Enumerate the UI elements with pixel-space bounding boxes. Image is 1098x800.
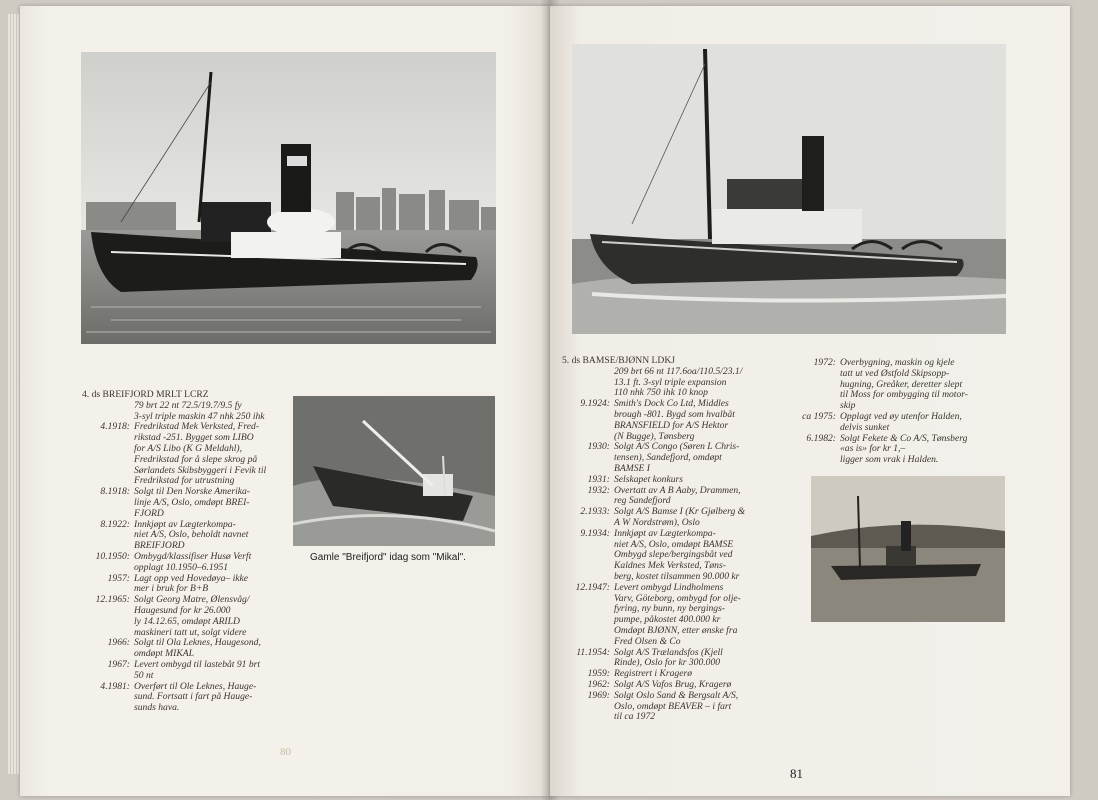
history-entry-date: 8.1918:: [100, 486, 130, 498]
history-entry-text: Solgt Fekete & Co A/S, Tønsberg «as is» for kr 1,– ligger som vrak i Halden.: [840, 432, 968, 466]
history-entry: [562, 475, 772, 486]
history-entry-date: 6.1982:: [806, 432, 836, 444]
history-entry-date: 1967:: [107, 658, 130, 670]
history-entry-date: 1959:: [587, 668, 610, 680]
history-entry-text: Solgt A/S Congo (Søren L Chris- tensen), Sandefjord, omdøpt BAMSE I: [614, 441, 740, 474]
history-entry-text: Levert ombygd Lindholmens Varv, Göteborg, ombygd for olje- fyring, ny bunn, ny bergings- pumpe, påkostet 400.000 kr Omdøpt BJØNN, etter ønske fra Fred Olsen & Co: [614, 581, 741, 647]
wreck-illustration: [811, 476, 1005, 622]
history-entry-text: Solgt til Den Norske Amerika- linje A/S, Oslo, omdøpt BREI- FJORD: [134, 486, 250, 519]
history-entry-text: Overbygning, maskin og kjele tatt ut ved Østfold Skipsopp- hugning, Greåker, deretter slept til Moss for ombygging til motor- skip: [840, 357, 968, 412]
history-entry-text: Ombygd/klassifiser Husø Verft opplagt 10.1950–6.1951: [134, 550, 252, 573]
history-entry: [562, 486, 772, 508]
history-entry-date: 10.1950:: [95, 550, 130, 562]
history-entry-date: 9.1934:: [580, 527, 610, 539]
history-entry: [82, 422, 272, 487]
mikal-photo: [293, 396, 495, 546]
history-entry-text: Innkjøpt av Lægterkompa- niet A/S, Oslo, beholdt navnet BREIFJORD: [134, 518, 249, 552]
history-entry-text: Solgt A/S Bamse I (Kr Gjølberg & A W Nordstrøm), Oslo: [614, 506, 746, 528]
history-entry-date: ca 1975:: [802, 410, 836, 422]
history-entry: [82, 660, 272, 682]
history-entry: [562, 648, 772, 670]
steam-tug-illustration: [572, 44, 1006, 334]
history-entry: [82, 487, 272, 519]
history-entry-date: 8.1922:: [100, 518, 130, 530]
history-entry-date: 1931:: [587, 473, 610, 485]
history-entry: [788, 434, 998, 466]
history-entry: [82, 520, 272, 552]
breifjord-record: [82, 390, 272, 714]
history-entry-text: Solgt A/S Vafos Brug, Kragerø: [614, 678, 732, 690]
breifjord-photo: [81, 52, 496, 344]
breifjord-heading: 4. ds BREIFJORD MRLT LCRZ: [82, 389, 209, 400]
mikal-caption: Gamle "Breifjord" idag som "Mikal".: [310, 552, 466, 563]
bamse-specs: 209 brt 66 nt 117.6oa/110.5/23.1/ 13.1 ft. 3-syl triple expansion 110 nhk 750 ihk 10 knop: [614, 365, 743, 399]
history-entry-text: Solgt Oslo Sand & Bergsalt A/S, Oslo, omdøpt BEAVER – i fart til ca 1972: [614, 689, 739, 723]
history-entry: [82, 638, 272, 660]
history-entry-text: Innkjøpt av Lægterkompa- niet A/S, Oslo, omdøpt BAMSE Ombygd slepe/bergingsbåt ved Kaldnes Mek Verksted, Tøns- berg, kostet tilsammen 90.000 kr: [614, 527, 740, 582]
history-entry: [562, 583, 772, 648]
history-entry-text: Levert ombygd til lastebåt 91 brt 50 nt: [134, 658, 261, 681]
history-entry-text: Fredrikstad Mek Verksted, Fred- rikstad -251. Bygget som LIBO for A/S Libo (K G Meldahl), Fredrikstad for å slepe skrog på Sørlandets Skibsbyggeri i Fevik til Fredrikstad for utrustning: [134, 421, 267, 487]
history-entry-date: 12.1965:: [95, 594, 130, 606]
history-entry-date: 12.1947:: [575, 581, 610, 593]
history-entry-text: Solgt A/S Trælandsfos (Kjell Rinde), Oslo for kr 300.000: [614, 646, 723, 669]
history-entry-text: Selskapet konkurs: [614, 473, 684, 485]
history-entry-text: Overtatt av A B Aaby, Drammen, reg Sandefjord: [614, 484, 741, 507]
wreck-photo: [811, 476, 1005, 622]
history-entry-date: 11.1954:: [576, 646, 610, 658]
tugboat-illustration: [81, 52, 496, 344]
history-entry-date: 1930:: [587, 441, 610, 453]
history-entry-date: 4.1981:: [100, 680, 130, 692]
bamse-record-continued: [788, 358, 998, 466]
history-entry: [562, 442, 772, 474]
history-entry-text: Overført til Ole Leknes, Hauge- sund. Fortsatt i fart på Hauge- sunds hava.: [134, 680, 257, 714]
right-page: [550, 6, 1070, 796]
history-entry: [788, 412, 998, 434]
history-entry-text: Smith's Dock Co Ltd, Middles brough -801. Bygd som hvalbåt BRANSFIELD for A/S Hektor (N Bugge), Tønsberg: [614, 398, 735, 442]
history-entry-text: Solgt Georg Matre, Ølensvåg/ Haugesund for kr 26.000 ly 14.12.65, omdøpt ARILD maskineri tatt ut, solgt videre: [134, 594, 250, 638]
bamse-history-list-2: [788, 358, 998, 466]
history-entry: [562, 399, 772, 442]
history-entry-date: 1932:: [587, 484, 610, 496]
history-entry-date: 1969:: [587, 689, 610, 701]
left-page-number: 80: [280, 746, 291, 758]
bamse-photo: [572, 44, 1006, 334]
bamse-heading: 5. ds BAMSE/BJØNN LDKJ: [562, 355, 676, 366]
history-entry: [562, 691, 772, 723]
breifjord-history-list: [82, 422, 272, 714]
bamse-history-list: [562, 399, 772, 723]
history-entry-text: Registrert i Kragerø: [614, 668, 692, 680]
history-entry-text: Opplagt ved øy utenfor Halden, delvis sunket: [840, 410, 962, 433]
history-entry: [82, 595, 272, 638]
history-entry: [562, 529, 772, 583]
history-entry-date: 1972:: [813, 357, 836, 368]
history-entry-date: 2.1933:: [580, 506, 610, 518]
history-entry-date: 4.1918:: [100, 421, 130, 433]
history-entry-date: 9.1924:: [580, 398, 610, 410]
bamse-record: [562, 356, 772, 723]
history-entry: [82, 552, 272, 574]
history-entry-date: 1957:: [107, 572, 130, 584]
history-entry-date: 1966:: [107, 637, 130, 649]
right-page-number: 81: [790, 766, 803, 781]
breifjord-specs: 79 brt 22 nt 72.5/19.7/9.5 fy 3-syl triple maskin 47 nhk 250 ihk: [134, 399, 265, 422]
history-entry-text: Solgt til Ola Leknes, Haugesond, omdøpt MIKAL: [134, 637, 261, 660]
history-entry: [82, 682, 272, 714]
history-entry: [82, 574, 272, 596]
history-entry-date: 1962:: [587, 678, 610, 690]
left-page: [20, 6, 550, 796]
converted-boat-illustration: [293, 396, 495, 546]
history-entry-text: Lagt opp ved Hovedøya– ikke mer i bruk for B+B: [134, 572, 249, 595]
history-entry: [788, 358, 998, 412]
history-entry: [562, 507, 772, 529]
